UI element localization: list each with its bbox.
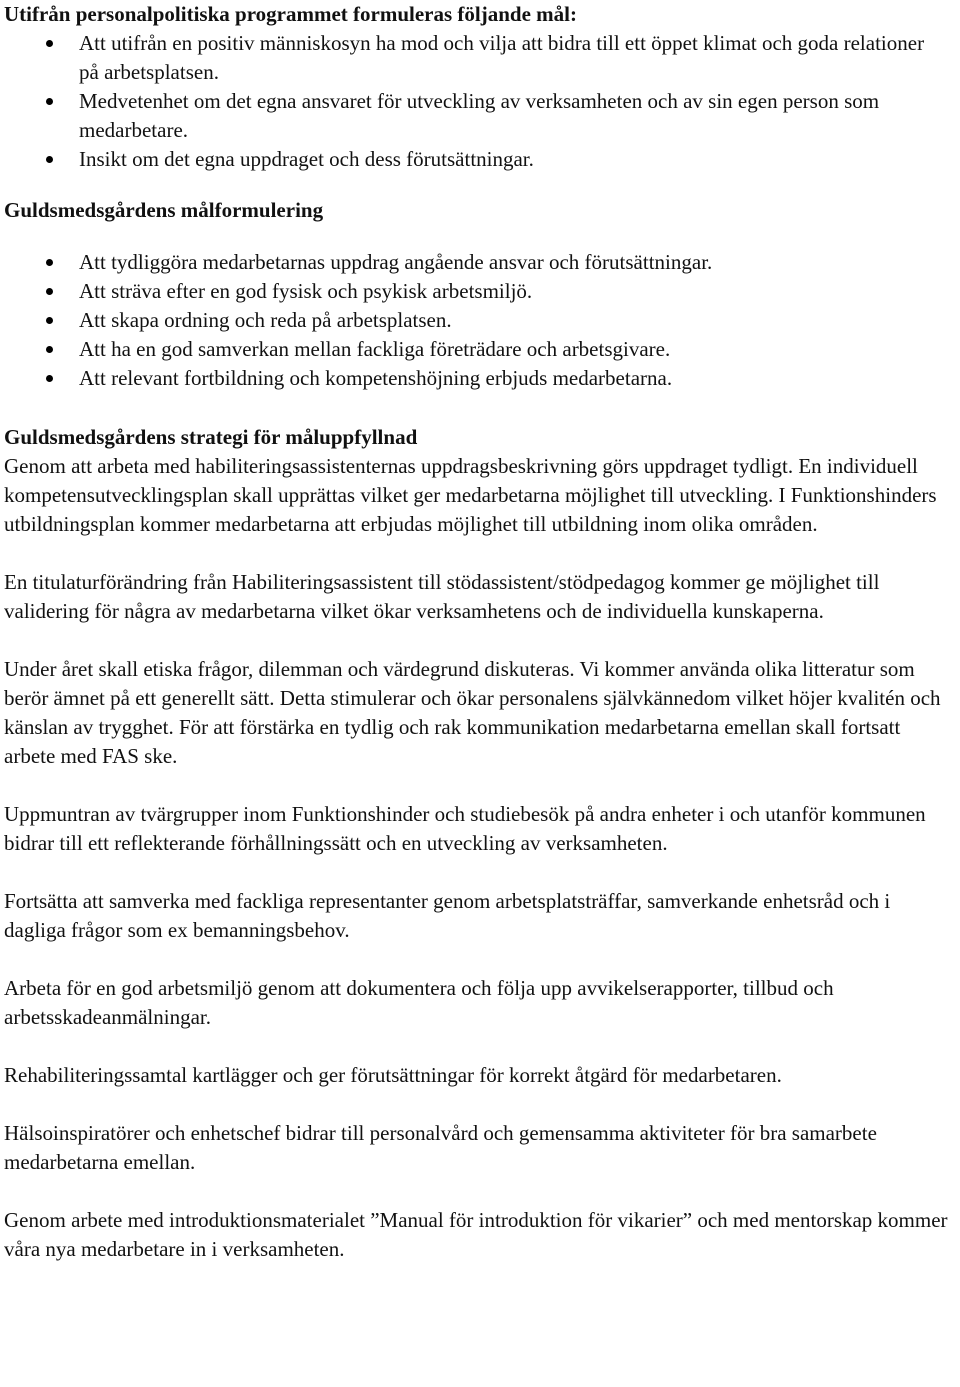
list-item-text: Att ha en god samverkan mellan fackliga företrädare och arbetsgivare. <box>79 337 671 361</box>
list-item <box>0 277 949 306</box>
list-item-text: Att tydliggöra medarbetarnas uppdrag angående ansvar och förutsättningar. <box>79 250 713 274</box>
objectives-list <box>0 248 960 393</box>
list-item-text: Att relevant fortbildning och kompetenshöjning erbjuds medarbetarna. <box>79 366 673 390</box>
section-heading-objectives: Guldsmedsgårdens målformulering <box>4 198 324 222</box>
list-item <box>0 364 949 393</box>
list-item-text: Medvetenhet om det egna ansvaret för utveckling av verksamheten och av sin egen person som medarbetare. <box>79 89 880 142</box>
list-item <box>0 145 949 174</box>
strategy-paragraph: Genom att arbeta med habiliteringsassistenternas uppdragsbeskrivning görs uppdraget tydligt. En individuell kompetensutvecklingsplan skall upprättas vilket ger medarbetarna möjlighet till utveckling. I Funktionshinders utbildningsplan kommer medarbetarna att erbjudas möjlighet till utbildning inom olika områden. <box>4 454 937 536</box>
strategy-paragraph: Uppmuntran av tvärgrupper inom Funktionshinder och studiebesök på andra enheter i och utanför kommunen bidrar till ett reflekterande förhållningssätt och en utveckling av verksamheten. <box>4 802 926 855</box>
strategy-paragraph: Fortsätta att samverka med fackliga representanter genom arbetsplatsträffar, samverkande enhetsråd och i dagliga frågor som ex bemanningsbehov. <box>4 889 891 942</box>
strategy-paragraph: Hälsoinspiratörer och enhetschef bidrar till personalvård och gemensamma aktiviteter för bra samarbete medarbetarna emellan. <box>4 1121 877 1174</box>
list-item-text: Insikt om det egna uppdraget och dess förutsättningar. <box>79 147 534 171</box>
list-item <box>0 29 949 87</box>
strategy-paragraph: Rehabiliteringssamtal kartlägger och ger förutsättningar för korrekt åtgärd för medarbetaren. <box>4 1063 782 1087</box>
bullet-icon <box>46 156 53 163</box>
list-item <box>0 335 949 364</box>
strategy-paragraph: En titulaturförändring från Habiliteringsassistent till stödassistent/stödpedagog kommer ge möjlighet till validering för några av medarbetarna vilket ökar verksamhetens och de individuella kunskaperna. <box>4 570 880 623</box>
list-item-text: Att skapa ordning och reda på arbetsplatsen. <box>79 308 452 332</box>
bullet-icon <box>46 317 53 324</box>
bullet-icon <box>46 98 53 105</box>
list-item <box>0 87 949 145</box>
strategy-paragraph: Genom arbete med introduktionsmaterialet ”Manual för introduktion för vikarier” och med mentorskap kommer våra nya medarbetare in i verksamheten. <box>4 1208 948 1261</box>
bullet-icon <box>46 40 53 47</box>
bullet-icon <box>46 259 53 266</box>
bullet-icon <box>46 346 53 353</box>
bullet-icon <box>46 288 53 295</box>
list-item <box>0 248 949 277</box>
section-heading-strategy: Guldsmedsgårdens strategi för måluppfyllnad <box>4 425 418 449</box>
strategy-paragraph: Under året skall etiska frågor, dilemman och värdegrund diskuteras. Vi kommer använda olika litteratur som berör ämnet på ett generellt sätt. Detta stimulerar och ökar personalens självkännedom vilket höjer kvalitén och känslan av trygghet. För att förstärka en tydlig och rak kommunikation medarbetarna emellan skall fortsatt arbete med FAS ske. <box>4 657 941 768</box>
list-item <box>0 306 949 335</box>
goals-list <box>0 29 960 174</box>
list-item-text: Att utifrån en positiv människosyn ha mod och vilja att bidra till ett öppet klimat och goda relationer på arbetsplatsen. <box>79 31 925 84</box>
list-item-text: Att sträva efter en god fysisk och psykisk arbetsmiljö. <box>79 279 533 303</box>
strategy-paragraph: Arbeta för en god arbetsmiljö genom att dokumentera och följa upp avvikelserapporter, tillbud och arbetsskadeanmälningar. <box>4 976 834 1029</box>
bullet-icon <box>46 375 53 382</box>
section-heading-goals: Utifrån personalpolitiska programmet formuleras följande mål: <box>4 2 577 26</box>
